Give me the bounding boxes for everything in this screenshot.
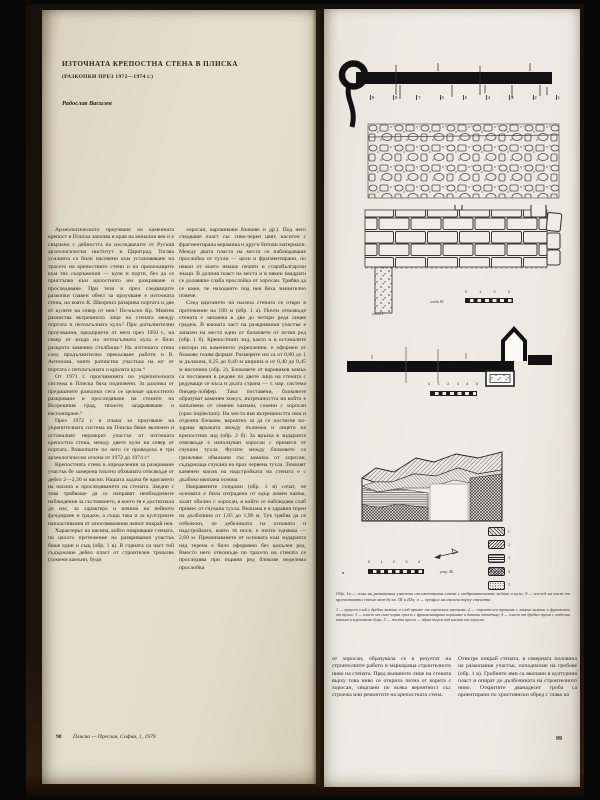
right-page-column-1 — [332, 656, 451, 700]
left-page — [42, 10, 316, 784]
legend-swatch-hatch-horizontal — [488, 554, 505, 563]
fig-3-section-label: разр. АБ — [440, 570, 454, 574]
scale-number: 2 — [392, 559, 396, 564]
tick-number: 2 — [534, 95, 537, 100]
body-paragraph: През 1972 г. в плана за проучване на укрепителната система на Плиска беше включен и останалият неразкрит участък от източната крепостна стена, между двете кули на север от портата. Разкопките по него се проведоха в три археологически сезона от 1972 до 1974 г.⁶ — [48, 417, 174, 461]
tick-number: 8 — [395, 95, 398, 100]
article-title: ИЗТОЧНАТА КРЕПОСТНА СТЕНА В ПЛИСКА — [62, 60, 238, 68]
legend-row — [488, 554, 510, 563]
wall-bar-right — [528, 355, 552, 365]
scale-number: 4 — [466, 381, 469, 386]
fig-2-scale-numbers — [428, 382, 478, 386]
scale-number: 2 — [447, 381, 450, 386]
body-paragraph: Характерът на насипа, който покриваше стената, по цялото протежение на разкривания участък беше един и същ (обр. 1 в). В горната си част той съдържаше дебел пласт от строителен трошляк (ломени камъни, буци — [48, 528, 174, 564]
scale-number: 3 — [507, 289, 510, 294]
scale-number: 4 — [417, 559, 420, 564]
fig-2-wall-plan-drawing — [342, 325, 562, 389]
left-page-column-1 — [48, 227, 174, 565]
body-paragraph: Направените сондажи (обр. 1 в) сочат, че основата е била изградена от едър ломен камък, залят обилно с хоросан, в който се наблюдава слаб примес от счукана тухла. Вкопана е в здравия терен на дълбочина от 1,85 до 1,90 м. Тук трябва да се отбележи, че дебелината на основата и надстройката, която тя носи, е почти еднаква — 2,60 м. Преминаването от основата към зидарията над терена е било оформено без цокълен ред. Вместо него отвсякъде по трасето на стената се проследява при първия ред блокове неделима прослойка — [179, 484, 306, 571]
figure-caption — [336, 591, 570, 622]
left-page-footer — [56, 734, 156, 740]
fig-1b-ashlar-wall-drawing — [363, 205, 563, 323]
tick-number: 5 — [464, 95, 468, 100]
fig-1b-scale-numbers — [465, 290, 510, 294]
tick-number: 7 — [418, 95, 421, 100]
scale-number: 3 — [456, 381, 459, 386]
scale-number: 3 — [405, 559, 408, 564]
caption-legend-text: 1 — хумусен слой с дребни камъни и слаб примес от хоросанов трошляк; 2 — строителен трошляк с ломени камъни и фрагменти от тухли; 3 — пласт от сиво-черна пръст с фрагментирана керамика и битови отпадъци; 4 — пласт от дребни тухли с отделни камъни и хоросанови буци; 5 — жълта пръст — здрав терен под насипа от хоросан — [336, 606, 570, 622]
fig-1b-sonda-1-label: сонда I — [372, 312, 384, 316]
north-arrow-icon — [432, 548, 462, 562]
sondage-pillar — [375, 267, 392, 313]
fig-1b-rubble-masonry-drawing — [367, 123, 560, 199]
tick-number: 4 — [487, 95, 491, 100]
scale-number: 1 — [479, 289, 482, 294]
scale-number: 2 — [493, 289, 496, 294]
right-page — [324, 9, 580, 787]
page-number-left: 98 — [56, 734, 62, 740]
legend-swatch-hatch-cross — [488, 567, 505, 576]
fig-1b-sonda-3-label: сонда III — [430, 300, 444, 304]
fig-3-scale-numbers — [368, 560, 420, 564]
legend-swatch-hatch-diagonal — [488, 527, 505, 536]
body-paragraph: След вдигането на насипа стената се откри в протежение на 190 м (обр. 1 а). Почти отвсякъде стената е запазена в два до четири реда лицев градеж. В южната част на разкривания участък е запазен на места един от блоковете от петия ред (обр. 1 б). Крепостният зид, както и в останалите сектори на каменното укрепление, е оформен от блокове голям формат. Размерите им са от 0,80 до 1 м дължина, 0,25 до 0,40 м ширина и от 0,40 до 0,45 м височина (обр. 2). Блоковете от варовиков камък са поставени в редове по двете лица на стената с редуващи се къса и дълга страна — т. нар. система биндер-лойфер. Така поставени, блоковете образуват каменен кожух, вътрешността на който е запълнена от ломени камъни, споени с хоросан (opus implectum). На места във вътрешността има и отделни блокове, вероятно за да се постигне по-здрава връзката между пълнежа и лицето на крепостния зид (обр. 2 б). За връзка в зидарията отвсякъде е използуван хоросан с примеси от счукана тухла. Фугите между блоковете са грижливо обмазани със замазка от хоросан, съдържаща счукана на прах червена тухла. Тежкият каменен масив на надстройката на стената е с дълбоко вкопана основа. — [179, 300, 306, 483]
legend-row — [488, 527, 510, 536]
body-paragraph: от хоросан, образувала се в резултат на строителните работи и маркираща строителното ниво на стената. Пред външното лице на стената върху това ниво се откриха петна от корита с хоросан, свързани по всяка вероятност със строежа или ремонтите на крепостната стена. — [332, 656, 451, 699]
article-subtitle: (РАЗКОПКИ ПРЕЗ 1972—1974 г.) — [62, 74, 154, 80]
tick-number: 6 — [441, 95, 444, 100]
scale-number: 0 — [465, 289, 468, 294]
body-paragraph: Крепостната стена в определения за разкриване участък бе замерена плътно обхваната отвсякъде от дебел 2—2,30 м насип. Нашата задача бе вдигането на насипа и проследяването на стената. Заедно с това трябваше да се направят необходимите наблюдения за състоянието, в което тя е достигнала до нас, за характера и начина на нейното фундиране и градеж, а също така и за културните напластявания от многовековния живот покрай нея. — [48, 462, 174, 527]
legend-number: 2 — [508, 542, 510, 547]
journal-line: Плиска — Преслав, София, 1, 1979 — [73, 734, 156, 740]
scale-number: 1 — [380, 559, 383, 564]
body-paragraph: Археологическото проучване на каменната крепост в Плиска започва в края на миналия век и е свързано с дейността на изследвачите от Руския археологически институт в Цариград. Тогава усилията са били насочени към установяване на трасето на крепостните стени и на прилежащите към тях съоръжения — кули и порти, без да се пристъпва към цялостното им разкриване и проследяване. При тези и през следващите разкопки главен обект за проучване е източната стена, на която К. Шкорпил разкрива портата и две от кулите на север от нея.¹ По-късно Кр. Миятев разчиства вътрешното лице на стената между портата и петоъгълната кула.² При допълнителни проучвания, предприети от него през 1950 г., на север от входа на петоъгълната кула е било разкрито каменно стълбище.³ На източната стена след продължително прекъсване работи и В. Антонова, която разчиства участъка на юг от портата с петоъгълната и крилата кула.⁴ — [48, 227, 174, 373]
legend-row — [488, 540, 510, 549]
book-cover — [26, 4, 584, 796]
tick-number: 9 — [371, 95, 375, 100]
wall-bar — [356, 72, 552, 84]
annex-structure — [486, 371, 514, 386]
page-number-right: 99 — [556, 736, 562, 742]
legend-number: 4 — [508, 569, 510, 574]
scale-number: 0 — [368, 559, 371, 564]
fig-2-scale-bar — [430, 391, 477, 396]
tick-number: 1 — [557, 95, 560, 100]
fig-1a-grave-numbers — [370, 95, 560, 100]
tick-number: 3 — [511, 95, 514, 100]
caption-main-text: Обр. 1а — план на разкопания участък от източната стена с отбранителните зидове и кули; б — изглед на част от крепостната стена между кв. III и IIIа; в — профил на насипа върху стената — [336, 591, 570, 602]
body-paragraph: Отвътре покрай стената, в северната половина на разкопания участък, попаднахме на гробове (обр. 1 в). Гробните ями са вкопани в културния пласт и опират до дълбочината на строителното ниво. Откритите дванадесет гроба са ориентирани по християнски обред с глава на — [458, 656, 577, 699]
article-author: Радослав Василев — [62, 100, 112, 107]
legend-number: 3 — [508, 556, 510, 561]
legend-row — [488, 567, 510, 576]
right-page-column-2 — [458, 656, 577, 700]
body-paragraph: От 1971 г. проучванията по укрепителната система в Плиска бяха подновени. За разлика от предишните разкопки сега се целеше цялостното разкриване и проследяване на стените на Вътрешния град, тяхното заздравяване и експониране.⁵ — [48, 373, 174, 417]
fig-3-legend — [488, 527, 510, 590]
fig-1b-scale-bar — [465, 298, 513, 303]
fig-3-scale-bar — [368, 569, 424, 574]
legend-swatch-hatch-reverse-diagonal — [488, 540, 505, 549]
wall-cut-gap — [430, 484, 468, 521]
legend-number: 5 — [508, 583, 510, 588]
scale-number: 5 — [475, 381, 478, 386]
pentagonal-tower-glyph — [503, 329, 525, 361]
fig-3-part-letter: в — [342, 570, 345, 575]
legend-row — [488, 581, 510, 590]
scale-number: 0 — [428, 381, 431, 386]
legend-swatch-dots — [488, 581, 505, 590]
scale-number: 1 — [437, 381, 440, 386]
layer-4-left — [362, 504, 428, 521]
fig-3-stratigraphy-section-drawing — [358, 446, 506, 526]
layer-4-right — [470, 474, 502, 521]
left-page-column-2 — [179, 227, 306, 572]
body-paragraph: хоросан, варовикови блокове и др.). Под него следваше пласт със сиво-черен цвят, наситен с фрагментирана керамика и други битови материали. Между двата пласта на места се наблюдаваше прослойка от тухли — цели и фрагментирани, по някои от които имаше печати и старобългарски знаци. В долния пласт на места и в някои квадрати се долавяше слаба прослойка от хоросан. Трябва да се каже, че находките под нея бяха значително повече. — [179, 227, 306, 300]
legend-number: 1 — [508, 529, 510, 534]
